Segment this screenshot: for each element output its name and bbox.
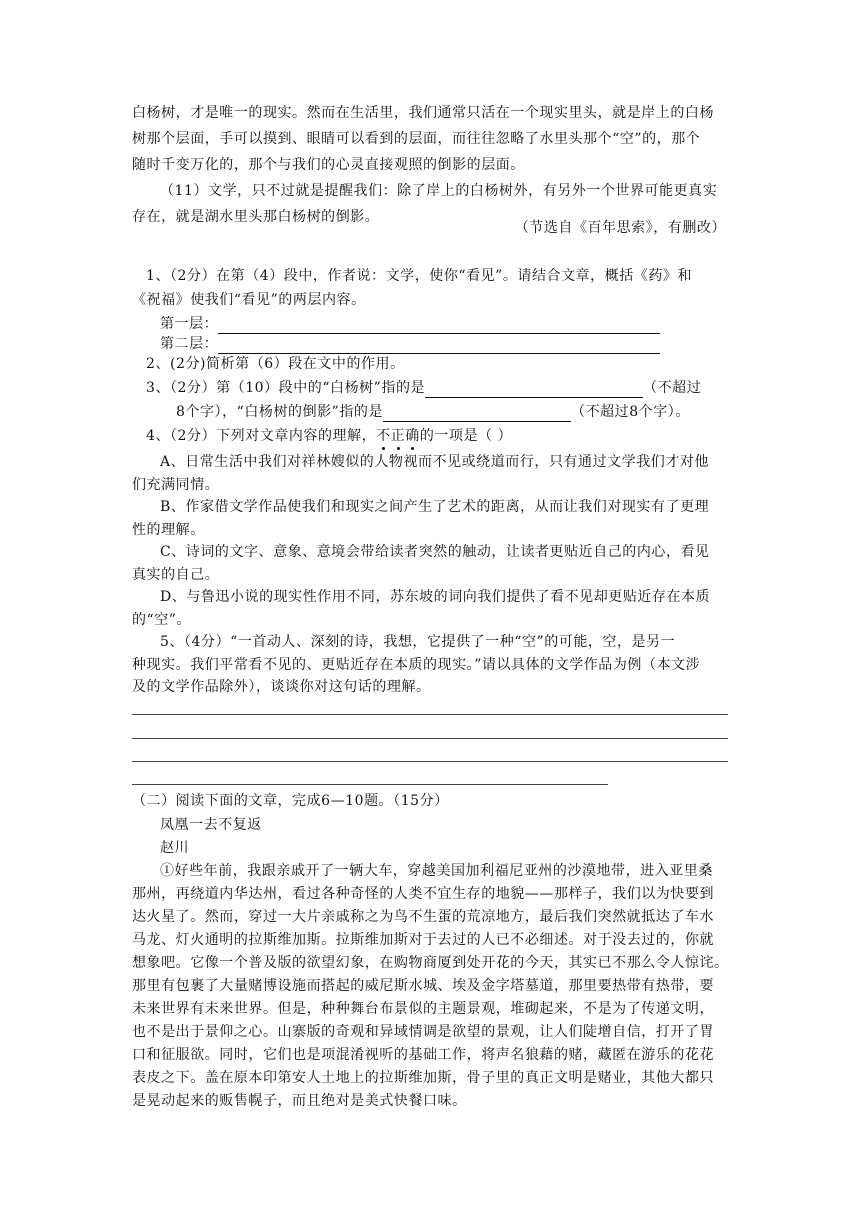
q3-text: 8个字），“白杨树的倒影”指的是: [176, 404, 384, 420]
question-3-cont: [176, 402, 690, 422]
option-d-cont: 的“空”。: [132, 612, 192, 628]
layer-1-label: 第一层：: [160, 316, 219, 332]
question-5-cont: 种现实。我们平常看不见的、更贴近存在本质的现实。”请以具体的文学作品为例（本文涉: [132, 657, 701, 673]
article-line: 达火星了。然而，穿过一大片亲戚称之为鸟不生蛋的荒凉地方，最后我们突然就抵达了车水: [132, 909, 714, 925]
emphasized-word: 不正确: [376, 428, 420, 444]
passage-line: 随时千变万化的，那个与我们的心灵直接观照的倒影的层面。: [132, 157, 525, 173]
option-c-cont: 真实的自己。: [132, 567, 220, 583]
q4-text: 的一项是（ ）: [419, 428, 513, 444]
question-4: [146, 426, 512, 446]
article-line: 口和征服欲。同时，它们也是项混淆视听的基础工作，将声名狼藉的赌，藏匿在游乐的花花: [132, 1047, 714, 1063]
article-title: 凤凰一去不复返: [160, 817, 262, 833]
q3-text: 3、（2分）第（10）段中的“白杨树”指的是: [146, 380, 426, 396]
q3-limit: （不超过: [643, 380, 702, 396]
answer-blank[interactable]: [383, 407, 571, 422]
question-5-cont: 及的文学作品除外），谈谈你对这句话的理解。: [132, 679, 431, 695]
question-3: [146, 378, 701, 398]
article-author: 赵川: [160, 840, 190, 856]
answer-blank[interactable]: [218, 339, 660, 354]
section-heading: （二）阅读下面的文章，完成6—10题。（15分）: [132, 793, 449, 809]
answer-line[interactable]: [132, 714, 728, 715]
passage-line: （11）文学，只不过就是提醒我们：除了岸上的白杨树外，有另外一个世界可能更真实: [160, 183, 718, 199]
option-b-cont: 性的理解。: [132, 522, 205, 538]
answer-blank[interactable]: [218, 319, 660, 334]
article-line: ①好些年前，我跟亲戚开了一辆大车，穿越美国加利福尼亚州的沙漠地带，进入亚里桑: [160, 863, 713, 879]
answer-line[interactable]: [132, 784, 608, 785]
article-line: 表皮之下。盖在原本印第安人土地上的拉斯维加斯，骨子里的真正文明是赌业，其他大都只: [132, 1070, 714, 1086]
answer-line[interactable]: [132, 761, 728, 762]
q3-limit: （不超过8个字）。: [571, 404, 690, 420]
article-line: 马龙、灯火通明的拉斯维加斯。拉斯维加斯对于去过的人已不必细述。对于没去过的，你就: [132, 932, 714, 948]
option-a-cont: 们充满同情。: [132, 477, 220, 493]
article-line: 想象吧。它像一个普及版的欲望幻象，在购物商厦到处开花的今天，其实已不那么令人惊诧。: [132, 955, 729, 971]
article-line: 未来世界有未来世界。但是，种种舞台布景似的主题景观，堆砌起来，不是为了传递文明，: [132, 1001, 714, 1017]
question-2: 2、(2分)简析第（6）段在文中的作用。: [146, 356, 405, 372]
question-1: 1、（2分）在第（4）段中，作者说：文学，使你“看见”。请结合文章，概括《药》和: [146, 268, 693, 284]
option-b: B、作家借文学作品使我们和现实之间产生了艺术的距离，从而让我们对现实有了更理: [160, 499, 710, 515]
question-1-cont: 《祝福》使我们“看见”的两层内容。: [132, 292, 366, 308]
article-line: 那州，再绕道内华达州，看过各种奇怪的人类不宜生存的地貌——那样子，我们以为快要到: [132, 886, 714, 902]
answer-layer-1: [160, 314, 660, 334]
passage-line: 树那个层面，手可以摸到、眼睛可以看到的层面，而往往忽略了水里头那个“空”的，那个: [132, 131, 701, 147]
layer-2-label: 第二层：: [160, 336, 219, 352]
passage-line: 白杨树，才是唯一的现实。然而在生活里，我们通常只活在一个现实里头，就是岸上的白杨: [132, 105, 714, 121]
question-5: 5、（4分）“一首动人、深刻的诗，我想，它提供了一种“空”的可能，空，是另一: [160, 634, 676, 650]
article-line: 是晃动起来的贩售幌子，而且绝对是美式快餐口味。: [132, 1093, 467, 1109]
answer-blank[interactable]: [425, 383, 643, 398]
q4-text: 4、（2分）下列对文章内容的理解，: [146, 428, 377, 444]
option-a: A、日常生活中我们对祥林嫂似的人物视而不见或绕道而行，只有通过文学我们才对他: [160, 454, 710, 470]
passage-line: 存在，就是湖水里头那白杨树的倒影。: [132, 209, 380, 225]
option-d: D、与鲁迅小说的现实性作用不同，苏东坡的词向我们提供了看不见却更贴近存在本质: [160, 589, 711, 605]
answer-layer-2: [160, 334, 660, 354]
answer-line[interactable]: [132, 738, 728, 739]
option-c: C、诗词的文字、意象、意境会带给读者突然的触动，让读者更贴近自己的内心，看见: [160, 544, 710, 560]
article-line: 那里有包裹了大量赌博设施而搭起的威尼斯水城、埃及金字塔墓道，那里要热带有热带，要: [132, 978, 714, 994]
article-line: 也不是出于景仰之心。山寨版的奇观和异域情调是欲望的景观，让人们陡增自信，打开了胃: [132, 1024, 714, 1040]
source-citation: （节选自《百年思索》，有删改）: [514, 220, 726, 236]
